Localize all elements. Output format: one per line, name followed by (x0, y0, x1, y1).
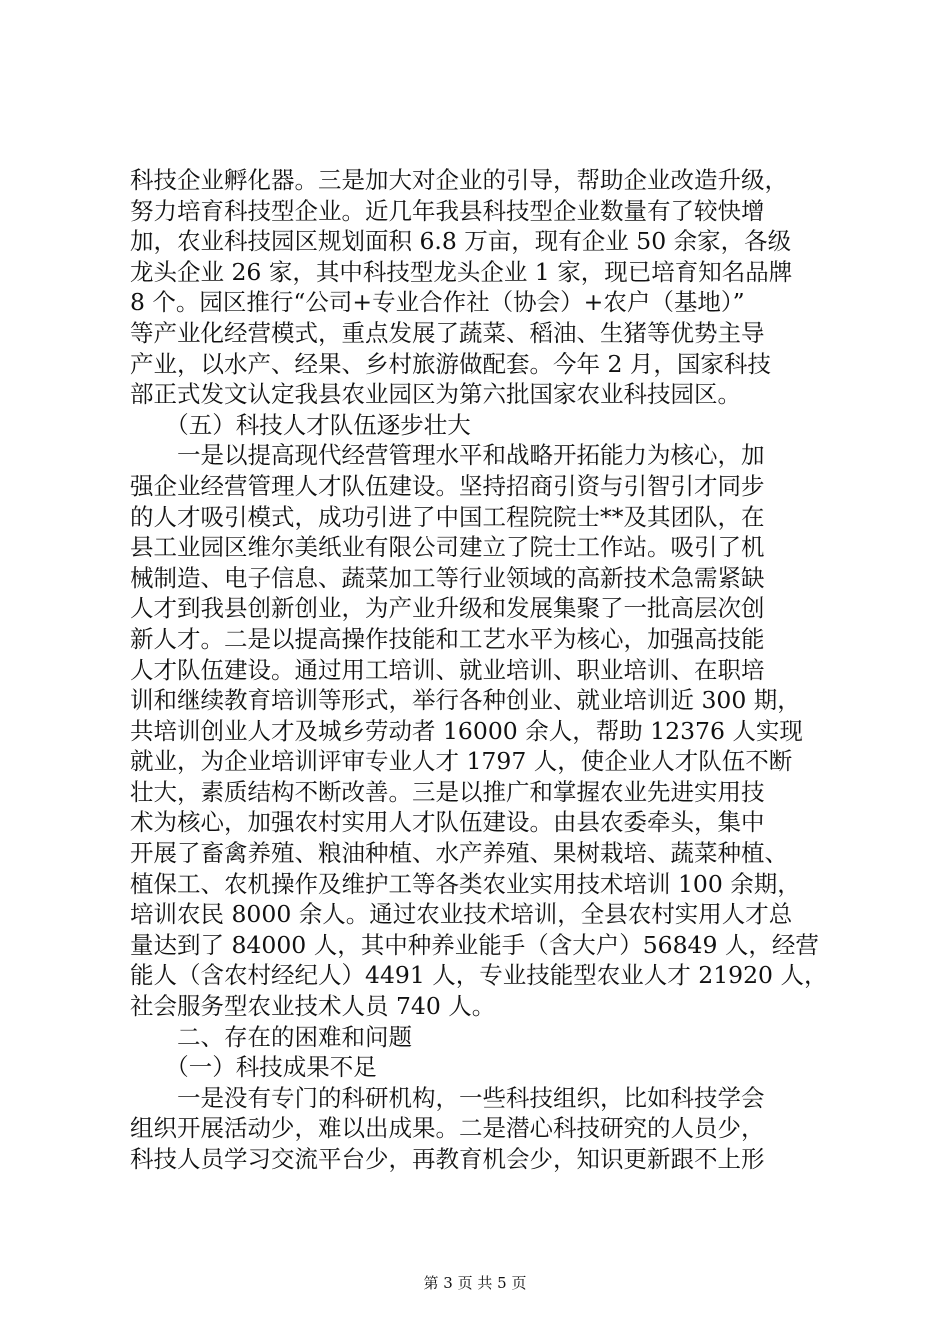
text-line: 8 个。园区推行“公司+专业合作社（协会）+农户（基地）” (130, 288, 745, 317)
text-line: 的人才吸引模式，成功引进了中国工程院院士**及其团队，在 (130, 502, 765, 531)
text-line: 能人（含农村经纪人）4491 人，专业技能型农业人才 21920 人， (130, 961, 828, 990)
text-line: 一是没有专门的科研机构，一些科技组织，比如科技学会 (130, 1083, 765, 1112)
text-line: 组织开展活动少，难以出成果。二是潜心科技研究的人员少， (130, 1114, 765, 1143)
text-line: 县工业园区维尔美纸业有限公司建立了院士工作站。吸引了机 (130, 533, 765, 562)
subsection-heading: （一）科技成果不足 (130, 1053, 377, 1082)
text-line: 一是以提高现代经营管理水平和战略开拓能力为核心，加 (130, 441, 765, 470)
text-line: 产业，以水产、经果、乡村旅游做配套。今年 2 月，国家科技 (130, 349, 771, 378)
text-line: 人才到我县创新创业，为产业升级和发展集聚了一批高层次创 (130, 594, 765, 623)
text-line: 加，农业科技园区规划面积 6.8 万亩，现有企业 50 余家，各级 (130, 227, 792, 256)
text-line: 量达到了 84000 人，其中种养业能手（含大户）56849 人，经营 (130, 930, 819, 959)
text-line: 强企业经营管理人才队伍建设。坚持招商引资与引智引才同步 (130, 471, 765, 500)
text-line: 壮大，素质结构不断改善。三是以推广和掌握农业先进实用技 (130, 777, 765, 806)
section-heading: 二、存在的困难和问题 (130, 1022, 412, 1051)
text-line: 等产业化经营模式，重点发展了蔬菜、稻油、生猪等优势主导 (130, 318, 765, 347)
text-line: 人才队伍建设。通过用工培训、就业培训、职业培训、在职培 (130, 655, 765, 684)
text-line: 共培训创业人才及城乡劳动者 16000 余人，帮助 12376 人实现 (130, 716, 803, 745)
document-body (130, 165, 830, 1175)
text-line: 就业，为企业培训评审专业人才 1797 人，使企业人才队伍不断 (130, 747, 793, 776)
text-line: 训和继续教育培训等形式，举行各种创业、就业培训近 300 期， (130, 686, 801, 715)
text-line: 科技人员学习交流平台少，再教育机会少，知识更新跟不上形 (130, 1145, 765, 1173)
page-number-label: 第 3 页 共 5 页 (423, 1274, 527, 1292)
page-footer (0, 1272, 950, 1293)
text-line: 开展了畜禽养殖、粮油种植、水产养殖、果树栽培、蔬菜种植、 (130, 839, 788, 868)
text-line: 术为核心，加强农村实用人才队伍建设。由县农委牵头，集中 (130, 808, 765, 837)
section-heading: （五）科技人才队伍逐步壮大 (130, 410, 471, 439)
text-line: 植保工、农机操作及维护工等各类农业实用技术培训 100 余期， (130, 869, 801, 898)
text-line: 械制造、电子信息、蔬菜加工等行业领域的高新技术急需紧缺 (130, 563, 765, 592)
text-line: 新人才。二是以提高操作技能和工艺水平为核心，加强高技能 (130, 624, 765, 653)
text-line: 龙头企业 26 家，其中科技型龙头企业 1 家，现已培育知名品牌 (130, 257, 793, 286)
text-line: 社会服务型农业技术人员 740 人。 (130, 992, 496, 1021)
text-line: 科技企业孵化器。三是加大对企业的引导，帮助企业改造升级， (130, 166, 788, 194)
text-line: 部正式发文认定我县农业园区为第六批国家农业科技园区。 (130, 380, 741, 409)
text-line: 培训农民 8000 余人。通过农业技术培训，全县农村实用人才总 (130, 900, 793, 929)
text-line: 努力培育科技型企业。近几年我县科技型企业数量有了较快增 (130, 196, 765, 225)
